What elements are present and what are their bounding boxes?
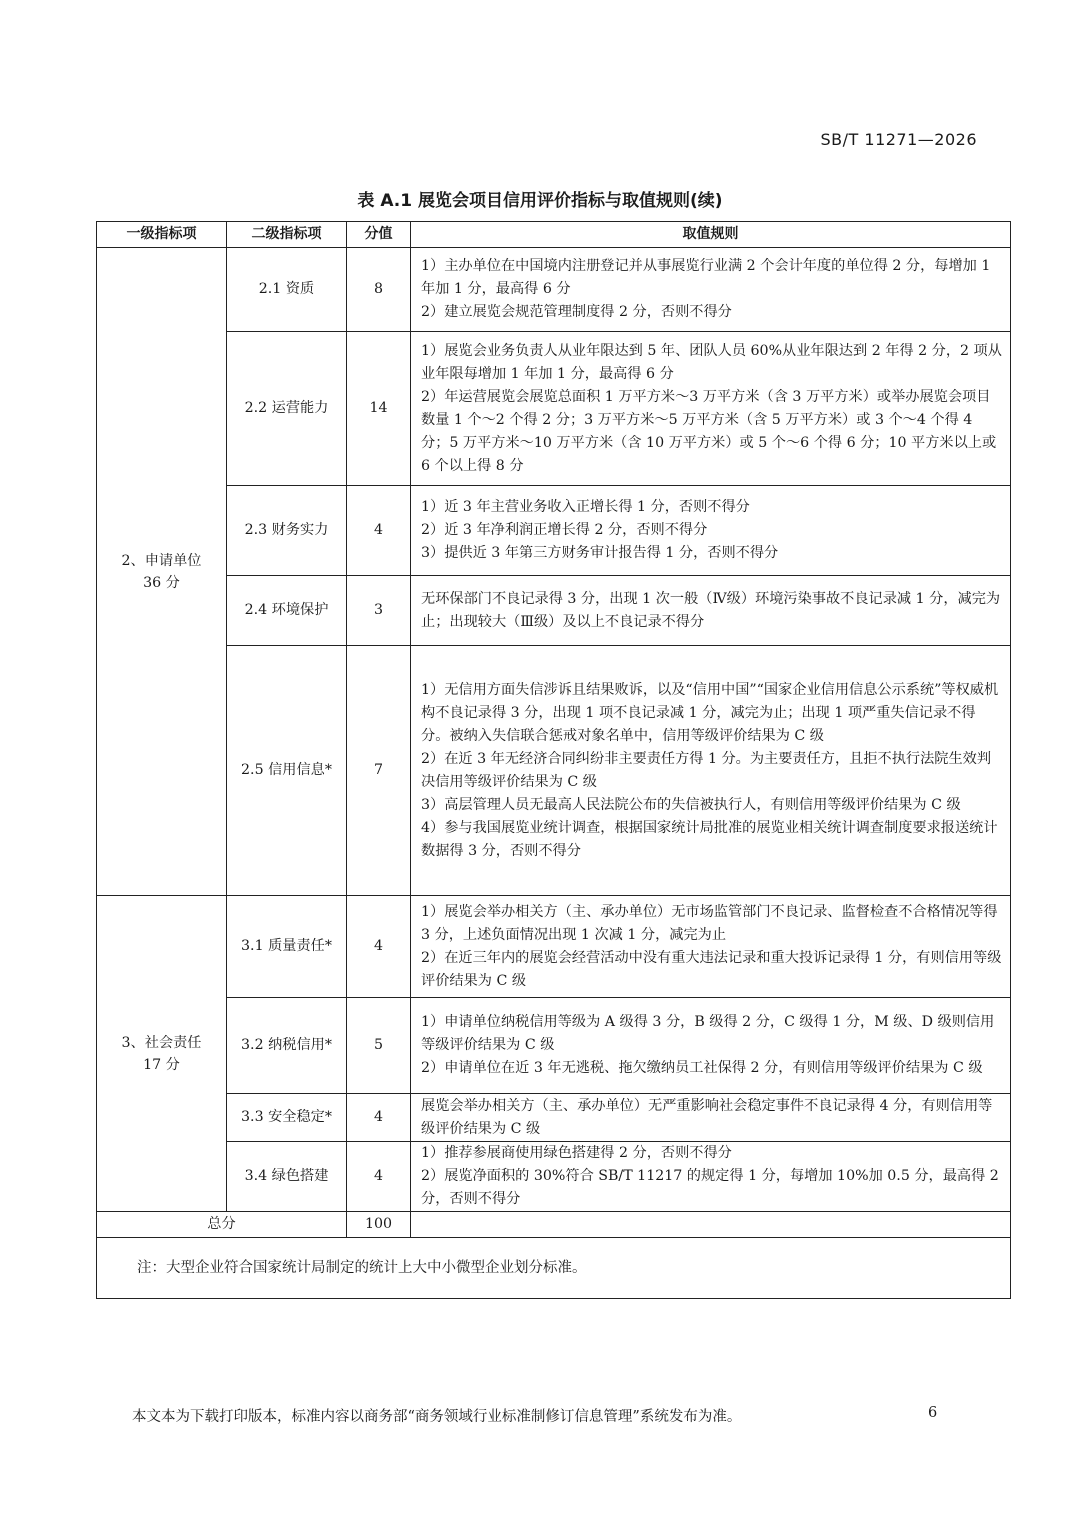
score-cell: 7 bbox=[347, 646, 411, 896]
table-note: 注：大型企业符合国家统计局制定的统计上大中小微型企业划分标准。 bbox=[97, 1238, 1011, 1299]
rule-line: 3）高层管理人员无最高人民法院公布的失信被执行人，有则信用等级评价结果为 C 级 bbox=[421, 796, 961, 813]
level1-label: 3、社会责任 bbox=[121, 1034, 202, 1051]
criteria-table bbox=[96, 221, 1011, 1299]
rule-line: 2）年运营展览会展览总面积 1 万平方米～3 万平方米（含 3 万平方米）或举办展览会项目数量 1 个～2 个得 2 分；3 万平方米～5 万平方米（含 5 万平方米）或 3 个～4 个得 4 分；5 万平方米～10 万平方米（含 10 万平方米）或 5 个～6 个得 6 分；10 平方米以上或 6 个以上得 8 分 bbox=[421, 388, 997, 474]
rule-cell bbox=[411, 998, 1011, 1094]
level2-name: 2.1 资质 bbox=[227, 248, 347, 332]
header-rule: 取值规则 bbox=[411, 222, 1011, 248]
level2-name: 3.3 安全稳定* bbox=[227, 1094, 347, 1142]
level2-name: 2.5 信用信息* bbox=[227, 646, 347, 896]
table-row bbox=[97, 486, 1011, 576]
table-row bbox=[97, 248, 1011, 332]
level1-score: 36 分 bbox=[143, 574, 180, 591]
rule-line: 2）在近 3 年无经济合同纠纷非主要责任方得 1 分。为主要责任方，且拒不执行法院生效判决信用等级评价结果为 C 级 bbox=[421, 750, 992, 790]
level2-name: 2.3 财务实力 bbox=[227, 486, 347, 576]
table-row bbox=[97, 332, 1011, 486]
level1-label: 2、申请单位 bbox=[121, 552, 202, 569]
rule-cell bbox=[411, 576, 1011, 646]
total-rule-empty bbox=[411, 1212, 1011, 1238]
footer-disclaimer: 本文本为下载打印版本，标准内容以商务部“商务领域行业标准制修订信息管理”系统发布为准。 bbox=[132, 1409, 742, 1425]
rule-cell bbox=[411, 1142, 1011, 1212]
level2-name: 3.4 绿色搭建 bbox=[227, 1142, 347, 1212]
table-row bbox=[97, 576, 1011, 646]
table-row bbox=[97, 1142, 1011, 1212]
rule-line: 4）参与我国展览业统计调查，根据国家统计局批准的展览业相关统计调查制度要求报送统计数据得 3 分，否则不得分 bbox=[421, 819, 998, 859]
total-row bbox=[97, 1212, 1011, 1238]
rule-line: 3）提供近 3 年第三方财务审计报告得 1 分，否则不得分 bbox=[421, 545, 779, 561]
score-cell: 14 bbox=[347, 332, 411, 486]
table-title: 表 A.1 展览会项目信用评价指标与取值规则(续) bbox=[357, 191, 723, 211]
score-cell: 4 bbox=[347, 896, 411, 998]
rule-cell bbox=[411, 248, 1011, 332]
rule-line: 1）推荐参展商使用绿色搭建得 2 分，否则不得分 bbox=[421, 1145, 732, 1161]
score-cell: 8 bbox=[347, 248, 411, 332]
rule-cell bbox=[411, 896, 1011, 998]
total-score: 100 bbox=[347, 1212, 411, 1238]
level1-cell-social bbox=[97, 896, 227, 1212]
level1-score: 17 分 bbox=[143, 1056, 180, 1073]
rule-cell bbox=[411, 646, 1011, 896]
document-code: SB/T 11271—2026 bbox=[820, 130, 977, 149]
level2-name: 3.1 质量责任* bbox=[227, 896, 347, 998]
rule-line: 1）近 3 年主营业务收入正增长得 1 分，否则不得分 bbox=[421, 499, 750, 515]
rule-line: 无环保部门不良记录得 3 分，出现 1 次一般（Ⅳ级）环境污染事故不良记录减 1 分，减完为止；出现较大（Ⅲ级）及以上不良记录不得分 bbox=[421, 590, 1001, 630]
rule-line: 2）建立展览会规范管理制度得 2 分，否则不得分 bbox=[421, 304, 732, 320]
rule-line: 1）申请单位纳税信用等级为 A 级得 3 分，B 级得 2 分，C 级得 1 分，M 级、D 级则信用等级评价结果为 C 级 bbox=[421, 1014, 995, 1053]
rule-line: 1）无信用方面失信涉诉且结果败诉，以及“信用中国”“国家企业信用信息公示系统”等权威机构不良记录得 3 分，出现 1 项不良记录减 1 分，减完为止；出现 1 项严重失信记录不得分。被纳入失信联合惩戒对象名单中，信用等级评价结果为 C 级 bbox=[421, 681, 999, 744]
header-level2: 二级指标项 bbox=[227, 222, 347, 248]
total-label: 总分 bbox=[97, 1212, 347, 1238]
rule-line: 2）在近三年内的展览会经营活动中没有重大违法记录和重大投诉记录得 1 分，有则信用等级评价结果为 C 级 bbox=[421, 949, 1002, 989]
level1-cell-applicant bbox=[97, 248, 227, 896]
rule-line: 展览会举办相关方（主、承办单位）无严重影响社会稳定事件不良记录得 4 分，有则信用等级评价结果为 C 级 bbox=[421, 1097, 993, 1137]
rule-line: 1）展览会业务负责人从业年限达到 5 年、团队人员 60%从业年限达到 2 年得 2 分，2 项从业年限每增加 1 年加 1 分，最高得 6 分 bbox=[421, 342, 1002, 382]
score-cell: 4 bbox=[347, 1142, 411, 1212]
table-row bbox=[97, 646, 1011, 896]
rule-line: 2）申请单位在近 3 年无逃税、拖欠缴纳员工社保得 2 分，有则信用等级评价结果为 C 级 bbox=[421, 1060, 983, 1076]
score-cell: 3 bbox=[347, 576, 411, 646]
rule-cell bbox=[411, 332, 1011, 486]
rule-line: 2）近 3 年净利润正增长得 2 分，否则不得分 bbox=[421, 522, 708, 538]
note-row bbox=[97, 1238, 1011, 1299]
rule-line: 2）展览净面积的 30%符合 SB/T 11217 的规定得 1 分，每增加 10%加 0.5 分，最高得 2 分，否则不得分 bbox=[421, 1168, 999, 1207]
table-row bbox=[97, 998, 1011, 1094]
score-cell: 4 bbox=[347, 1094, 411, 1142]
table-row bbox=[97, 1094, 1011, 1142]
rule-cell bbox=[411, 486, 1011, 576]
header-row bbox=[97, 222, 1011, 248]
level2-name: 2.2 运营能力 bbox=[227, 332, 347, 486]
header-score: 分值 bbox=[347, 222, 411, 248]
rule-line: 1）展览会举办相关方（主、承办单位）无市场监管部门不良记录、监督检查不合格情况等得 3 分，上述负面情况出现 1 次减 1 分，减完为止 bbox=[421, 903, 998, 943]
page-number: 6 bbox=[928, 1405, 938, 1421]
level2-name: 3.2 纳税信用* bbox=[227, 998, 347, 1094]
score-cell: 5 bbox=[347, 998, 411, 1094]
header-level1: 一级指标项 bbox=[97, 222, 227, 248]
rule-cell bbox=[411, 1094, 1011, 1142]
level2-name: 2.4 环境保护 bbox=[227, 576, 347, 646]
score-cell: 4 bbox=[347, 486, 411, 576]
table-row bbox=[97, 896, 1011, 998]
rule-line: 1）主办单位在中国境内注册登记并从事展览行业满 2 个会计年度的单位得 2 分，每增加 1 年加 1 分，最高得 6 分 bbox=[421, 258, 991, 297]
